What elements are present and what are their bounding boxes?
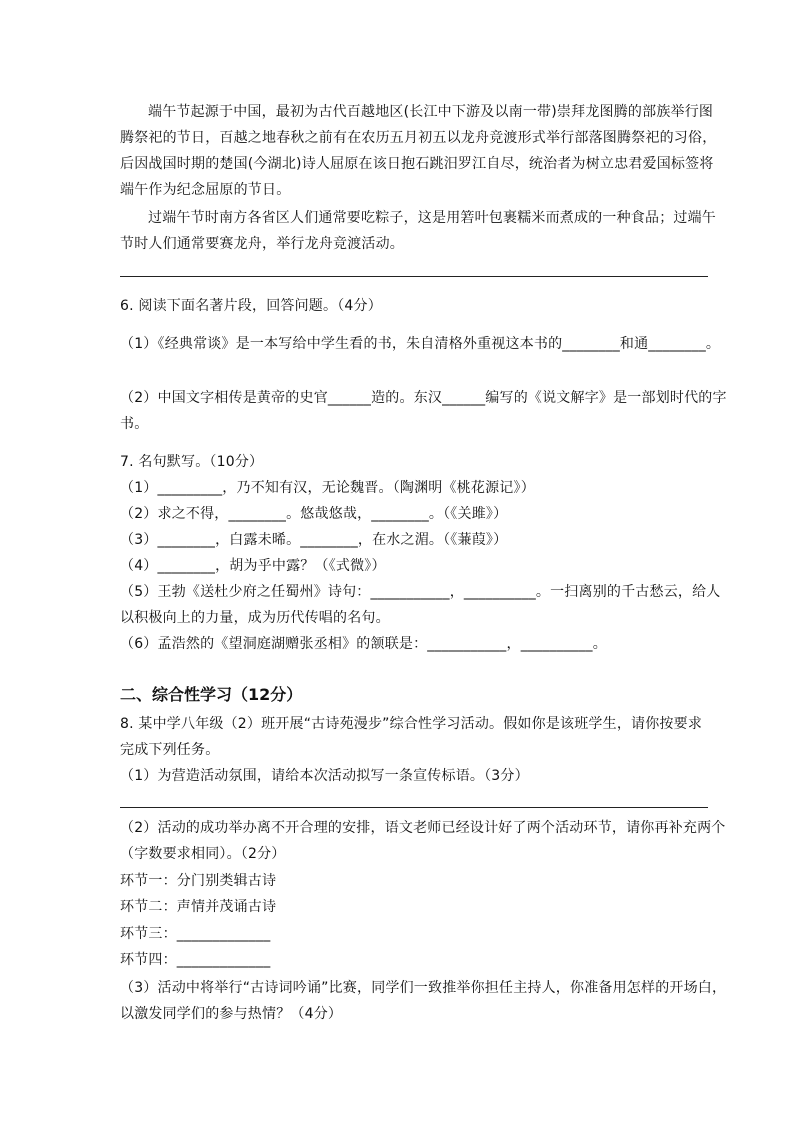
- q7-item: （2）求之不得，________。悠哉悠哉，________。（《关雎》）: [120, 506, 508, 522]
- q7-item: 以积极向上的力量，成为历代传唱的名句。: [120, 610, 390, 626]
- answer-line: [120, 807, 708, 808]
- q8-sub3-line2: 以激发同学们的参与热情？（4分）: [120, 1006, 343, 1022]
- q7-item: （3）________，白露未晞。________，在水之湄。（《蒹葭》）: [120, 532, 508, 548]
- passage-p1-line1: 端午节起源于中国，最初为古代百越地区(长江中下游及以南一带)崇拜龙图腾的部族举行图: [148, 104, 714, 120]
- q8-sub2-line1: （2）活动的成功举办离不开合理的安排，语文老师已经设计好了两个活动环节，请你再补充两个: [120, 820, 726, 836]
- passage-p1-line4: 端午作为纪念屈原的节日。: [120, 182, 291, 198]
- q8-sub3-line1: （3）活动中将举行“古诗词吟诵”比赛，同学们一致推举你担任主持人，你准备用怎样的开场白，: [120, 980, 727, 996]
- q7-item: （5）王勃《送杜少府之任蜀州》诗句：___________，__________。一扫离别的千古愁云，给人: [120, 584, 721, 600]
- q8-step: 环节二：声情并茂诵古诗: [120, 899, 277, 915]
- q6-item2-line1: （2）中国文字相传是黄帝的史官______造的。东汉______编写的《说文解字》是一部划时代的字: [120, 390, 727, 406]
- passage-p2-line2: 节时人们通常要赛龙舟，举行龙舟竞渡活动。: [120, 236, 404, 252]
- q7-item: （4）________，胡为乎中露？（《式微》）: [120, 558, 386, 574]
- passage-p2-line1: 过端午节时南方各省区人们通常要吃粽子，这是用箬叶包裹糯米而煮成的一种食品；过端午: [148, 210, 716, 226]
- section-title: 二、综合性学习（12分）: [120, 685, 303, 704]
- q7-title: 7. 名句默写。（10分）: [120, 454, 264, 470]
- q8-step: 环节四：_____________: [120, 952, 271, 968]
- q7-item: （6）孟浩然的《望洞庭湖赠张丞相》的颔联是：___________，__________。: [120, 636, 607, 652]
- q6-item2-line2: 书。: [120, 416, 149, 432]
- q6-item1: （1）《经典常谈》是一本写给中学生看的书，朱自清格外重视这本书的________和通________。: [120, 336, 721, 352]
- q7-item: （1）_________，乃不知有汉，无论魏晋。（陶渊明《桃花源记》）: [120, 480, 535, 496]
- q8-intro-line1: 8. 某中学八年级（2）班开展“古诗苑漫步”综合性学习活动。假如你是该班学生，请你按要求: [120, 716, 703, 732]
- q8-sub1: （1）为营造活动氛围，请给本次活动拟写一条宣传标语。（3分）: [120, 768, 529, 784]
- passage-p1-line3: 后因战国时期的楚国(今湖北)诗人屈原在该日抱石跳汨罗江自尽，统治者为树立忠君爱国标签将: [120, 156, 714, 172]
- q8-intro-line2: 完成下列任务。: [120, 742, 220, 758]
- q8-step: 环节三：_____________: [120, 926, 271, 942]
- q6-title: 6. 阅读下面名著片段，回答问题。（4分）: [120, 298, 382, 314]
- q8-sub2-line2: （字数要求相同）。（2分）: [120, 846, 286, 862]
- q8-step: 环节一：分门别类辑古诗: [120, 873, 277, 889]
- answer-line: [120, 276, 708, 277]
- passage-p1-line2: 腾祭祀的节日，百越之地春秋之前有在农历五月初五以龙舟竞渡形式举行部落图腾祭祀的习俗，: [120, 130, 717, 146]
